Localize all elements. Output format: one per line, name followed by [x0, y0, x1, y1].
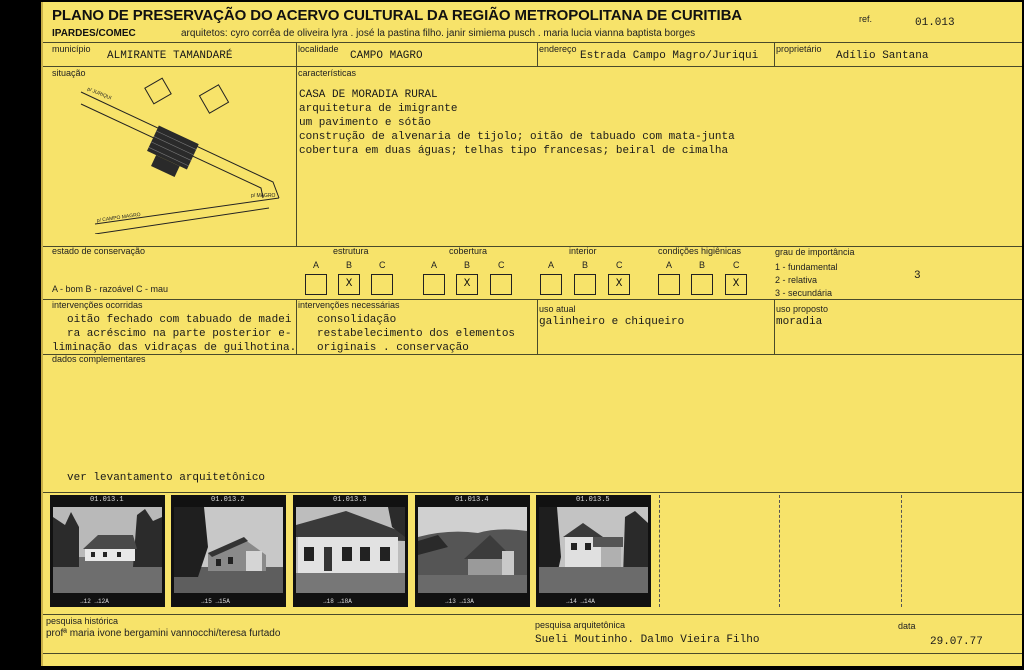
higienicas-label: condições higiênicas [658, 246, 742, 256]
photo-2[interactable] [171, 495, 286, 607]
photo-code: 01.013.3 [333, 496, 367, 504]
col-letter-b: B [346, 260, 353, 270]
sketch-label-bottom: p/ CAMPO MAGRO [96, 211, 142, 224]
photo-frame: →14 →14A [566, 598, 595, 605]
photo-image [174, 507, 283, 593]
ocorridas-label: intervenções ocorridas [52, 300, 143, 310]
estrutura-c-box[interactable] [371, 274, 393, 295]
caracteristicas-label: características [298, 68, 357, 78]
conservacao-legend: A - bom B - razoável C - mau [52, 284, 169, 294]
uso-atual-value: galinheiro e chiqueiro [539, 316, 685, 328]
arquitetonica-label: pesquisa arquitetônica [535, 620, 626, 630]
col-letter-a: A [313, 260, 320, 270]
municipio-label: município [52, 44, 91, 54]
interior-c-box[interactable]: X [608, 274, 630, 295]
site-sketch [73, 74, 283, 234]
divider [774, 42, 775, 66]
interior-label: interior [569, 246, 597, 256]
uso-atual-label: uso atual [539, 304, 576, 314]
necessarias-line: originais . conservação [317, 342, 469, 354]
historica-label: pesquisa histórica [46, 616, 119, 626]
divider [296, 42, 297, 66]
importancia-label: grau de importância [775, 247, 855, 257]
dados-label: dados complementares [52, 354, 146, 364]
proprietario-value: Adílio Santana [836, 50, 929, 62]
situacao-label: situação [52, 68, 86, 78]
ref-value: 01.013 [915, 17, 955, 29]
col-letter-a: A [666, 260, 673, 270]
col-letter-b: B [699, 260, 706, 270]
divider [43, 653, 1022, 654]
photo-1[interactable] [50, 495, 165, 607]
ocorridas-line: ra acréscimo na parte posterior e- [67, 328, 292, 340]
photo-code: 01.013.1 [90, 496, 124, 504]
col-letter-c: C [379, 260, 386, 270]
sketch-label-right: p/ MAGRO [251, 193, 276, 199]
divider [43, 354, 1022, 355]
photo-frame: →12 →12A [80, 598, 109, 605]
uso-proposto-value: moradia [776, 316, 823, 328]
photo-image [539, 507, 648, 593]
caracteristicas-text [299, 88, 735, 158]
photo-slot-divider [901, 495, 902, 607]
data-label: data [898, 621, 916, 631]
estrutura-label: estrutura [333, 246, 369, 256]
photo-code: 01.013.5 [576, 496, 610, 504]
col-letter-c: C [498, 260, 505, 270]
page-title: PLANO DE PRESERVAÇÃO DO ACERVO CULTURAL DA REGIÃO METROPOLITANA DE CURITIBA [52, 7, 743, 24]
photo-slot-divider [779, 495, 780, 607]
cobertura-a-box[interactable] [423, 274, 445, 295]
caracteristicas-line: CASA DE MORADIA RURAL [299, 89, 438, 101]
estrutura-a-box[interactable] [305, 274, 327, 295]
cobertura-label: cobertura [449, 246, 488, 256]
sketch-label-top: p/ JURIQUI [86, 86, 113, 102]
higienicas-c-box[interactable]: X [725, 274, 747, 295]
higienicas-b-box[interactable] [691, 274, 713, 295]
divider [774, 299, 775, 354]
ref-label: ref. [859, 14, 873, 24]
photo-image [53, 507, 162, 593]
col-letter-b: B [464, 260, 471, 270]
proprietario-label: proprietário [776, 44, 822, 54]
dados-note: ver levantamento arquitetônico [67, 472, 266, 484]
endereco-label: endereço [539, 44, 577, 54]
divider [296, 299, 297, 354]
interior-a-box[interactable] [540, 274, 562, 295]
necessarias-line: consolidação [317, 314, 397, 326]
photo-4[interactable] [415, 495, 530, 607]
photo-code: 01.013.4 [455, 496, 489, 504]
importancia-option: 3 - secundária [775, 288, 833, 298]
cobertura-c-box[interactable] [490, 274, 512, 295]
localidade-value: CAMPO MAGRO [350, 50, 423, 62]
organization: IPARDES/COMEC [52, 28, 136, 39]
necessarias-label: intervenções necessárias [298, 300, 400, 310]
importancia-value: 3 [914, 270, 921, 282]
caracteristicas-line: um pavimento e sótão [299, 117, 432, 129]
divider [537, 299, 538, 354]
divider [537, 42, 538, 66]
photo-frame: →13 →13A [445, 598, 474, 605]
localidade-label: localidade [298, 44, 339, 54]
ocorridas-line: oitão fechado com tabuado de madei [67, 314, 292, 326]
photo-code: 01.013.2 [211, 496, 245, 504]
col-letter-a: A [431, 260, 438, 270]
uso-proposto-label: uso proposto [776, 304, 829, 314]
importancia-option: 2 - relativa [775, 275, 818, 285]
col-letter-b: B [582, 260, 589, 270]
higienicas-a-box[interactable] [658, 274, 680, 295]
divider [43, 246, 1022, 247]
photo-slot-divider [659, 495, 660, 607]
architects-credit: arquitetos: cyro corrêa de oliveira lyra . josé la pastina filho. janir simiema pusch . maria lucia vianna baptista borges [181, 28, 696, 39]
endereco-value: Estrada Campo Magro/Juriqui [580, 50, 759, 62]
conservacao-label: estado de conservação [52, 246, 146, 256]
photo-image [296, 507, 405, 593]
historica-value: profª maria ivone bergamini vannocchi/teresa furtado [46, 628, 281, 639]
caracteristicas-line: cobertura em duas águas; telhas tipo francesas; beiral de cimalha [299, 145, 729, 157]
divider [43, 299, 1022, 300]
col-letter-a: A [548, 260, 555, 270]
importancia-option: 1 - fundamental [775, 262, 838, 272]
divider [43, 66, 1022, 67]
ocorridas-line: liminação das vidraças de guilhotina. [52, 342, 297, 354]
divider [43, 492, 1022, 493]
caracteristicas-line: arquitetura de imigrante [299, 103, 458, 115]
photo-5[interactable] [536, 495, 651, 607]
cobertura-b-box[interactable]: X [456, 274, 478, 295]
col-letter-c: C [733, 260, 740, 270]
photo-3[interactable] [293, 495, 408, 607]
estrutura-b-box[interactable]: X [338, 274, 360, 295]
arquitetonica-value: Sueli Moutinho. Dalmo Vieira Filho [535, 634, 760, 646]
interior-b-box[interactable] [574, 274, 596, 295]
caracteristicas-line: construção de alvenaria de tijolo; oitão de tabuado com mata-junta [299, 131, 735, 143]
divider [296, 66, 297, 246]
photo-frame: →18 →18A [323, 598, 352, 605]
inventory-card [41, 2, 1022, 666]
col-letter-c: C [616, 260, 623, 270]
photo-frame: →15 →15A [201, 598, 230, 605]
necessarias-line: restabelecimento dos elementos [317, 328, 516, 340]
data-value: 29.07.77 [930, 636, 983, 648]
divider [43, 614, 1022, 615]
photo-image [418, 507, 527, 593]
municipio-value: ALMIRANTE TAMANDARÉ [107, 50, 233, 62]
divider [43, 42, 1022, 43]
